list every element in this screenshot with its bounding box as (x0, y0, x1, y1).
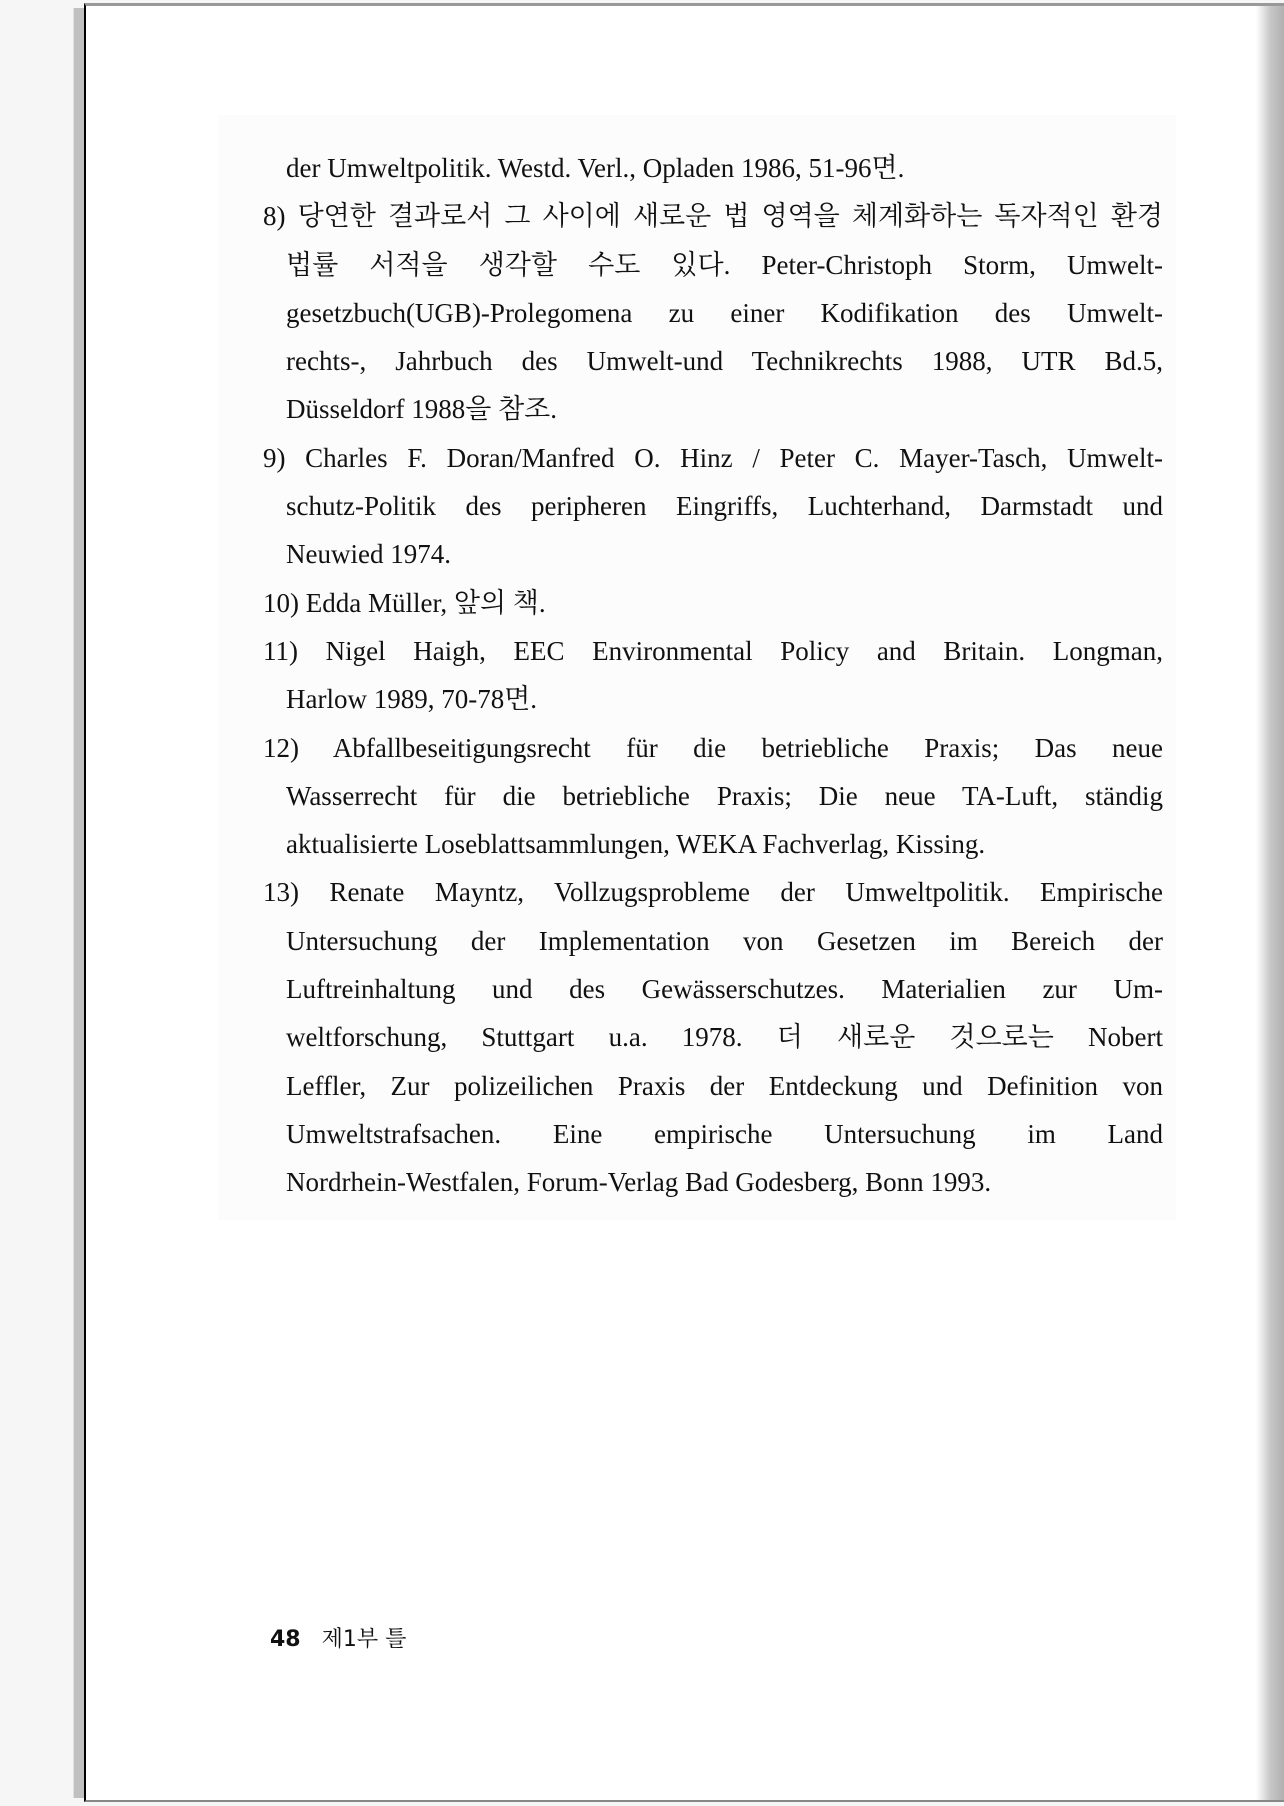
footnote-start: 13) Renate Mayntz, Vollzugsprobleme der Umweltpolitik. Empirische (263, 877, 1163, 908)
footnote-start: 8) 당연한 결과로서 그 사이에 새로운 법 영역을 체계화하는 독자적인 환경 (263, 201, 1163, 232)
footnote-line: Düsseldorf 1988을 참조. (286, 394, 557, 425)
footnote-line: Harlow 1989, 70-78면. (286, 684, 538, 715)
footnote-start: 9) Charles F. Doran/Manfred O. Hinz / Peter C. Mayer-Tasch, Umwelt- (263, 442, 1163, 473)
footnote-line: schutz-Politik des peripheren Eingriffs, Luchterhand, Darmstadt und (286, 491, 1163, 522)
footnote-line: Leffler, Zur polizeilichen Praxis der Entdeckung und Definition von (286, 1070, 1163, 1101)
section-title: 제1부 틀 (321, 1627, 407, 1652)
footnote-line: 법률 서적을 생각할 수도 있다. Peter-Christoph Storm, Umwelt- (286, 249, 1163, 280)
page-footer (270, 1622, 406, 1653)
footnote-start: 12) Abfallbeseitigungsrecht für die betriebliche Praxis; Das neue (263, 732, 1163, 763)
footnote-line: aktualisierte Loseblattsammlungen, WEKA Fachverlag, Kissing. (286, 829, 986, 860)
footnote-line: Umweltstrafsachen. Eine empirische Untersuchung im Land (286, 1118, 1163, 1149)
footnotes (263, 144, 1163, 1207)
footnote-line: Nordrhein-Westfalen, Forum-Verlag Bad Godesberg, Bonn 1993. (286, 1167, 992, 1198)
page-number: 48 (270, 1627, 301, 1652)
footnote-line: gesetzbuch(UGB)-Prolegomena zu einer Kodifikation des Umwelt- (286, 297, 1163, 328)
footnote-start: 10) Edda Müller, 앞의 책. (263, 587, 546, 618)
footnote-line: rechts-, Jahrbuch des Umwelt-und Technikrechts 1988, UTR Bd.5, (286, 346, 1163, 377)
footnote-line: Luftreinhaltung und des Gewässerschutzes. Materialien zur Um- (286, 974, 1163, 1005)
footnote-line: Untersuchung der Implementation von Gesetzen im Bereich der (286, 925, 1163, 956)
page-shadow (1256, 6, 1284, 1800)
footnote-start: 11) Nigel Haigh, EEC Environmental Policy and Britain. Longman, (263, 635, 1163, 666)
footnote-continuation: der Umweltpolitik. Westd. Verl., Opladen 1986, 51-96면. (286, 153, 905, 183)
footnote-line: weltforschung, Stuttgart u.a. 1978. 더 새로운 것으로는 Nobert (286, 1022, 1163, 1053)
footnote-line: Wasserrecht für die betriebliche Praxis; Die neue TA-Luft, ständig (286, 780, 1163, 811)
footnote-line: Neuwied 1974. (286, 539, 451, 570)
